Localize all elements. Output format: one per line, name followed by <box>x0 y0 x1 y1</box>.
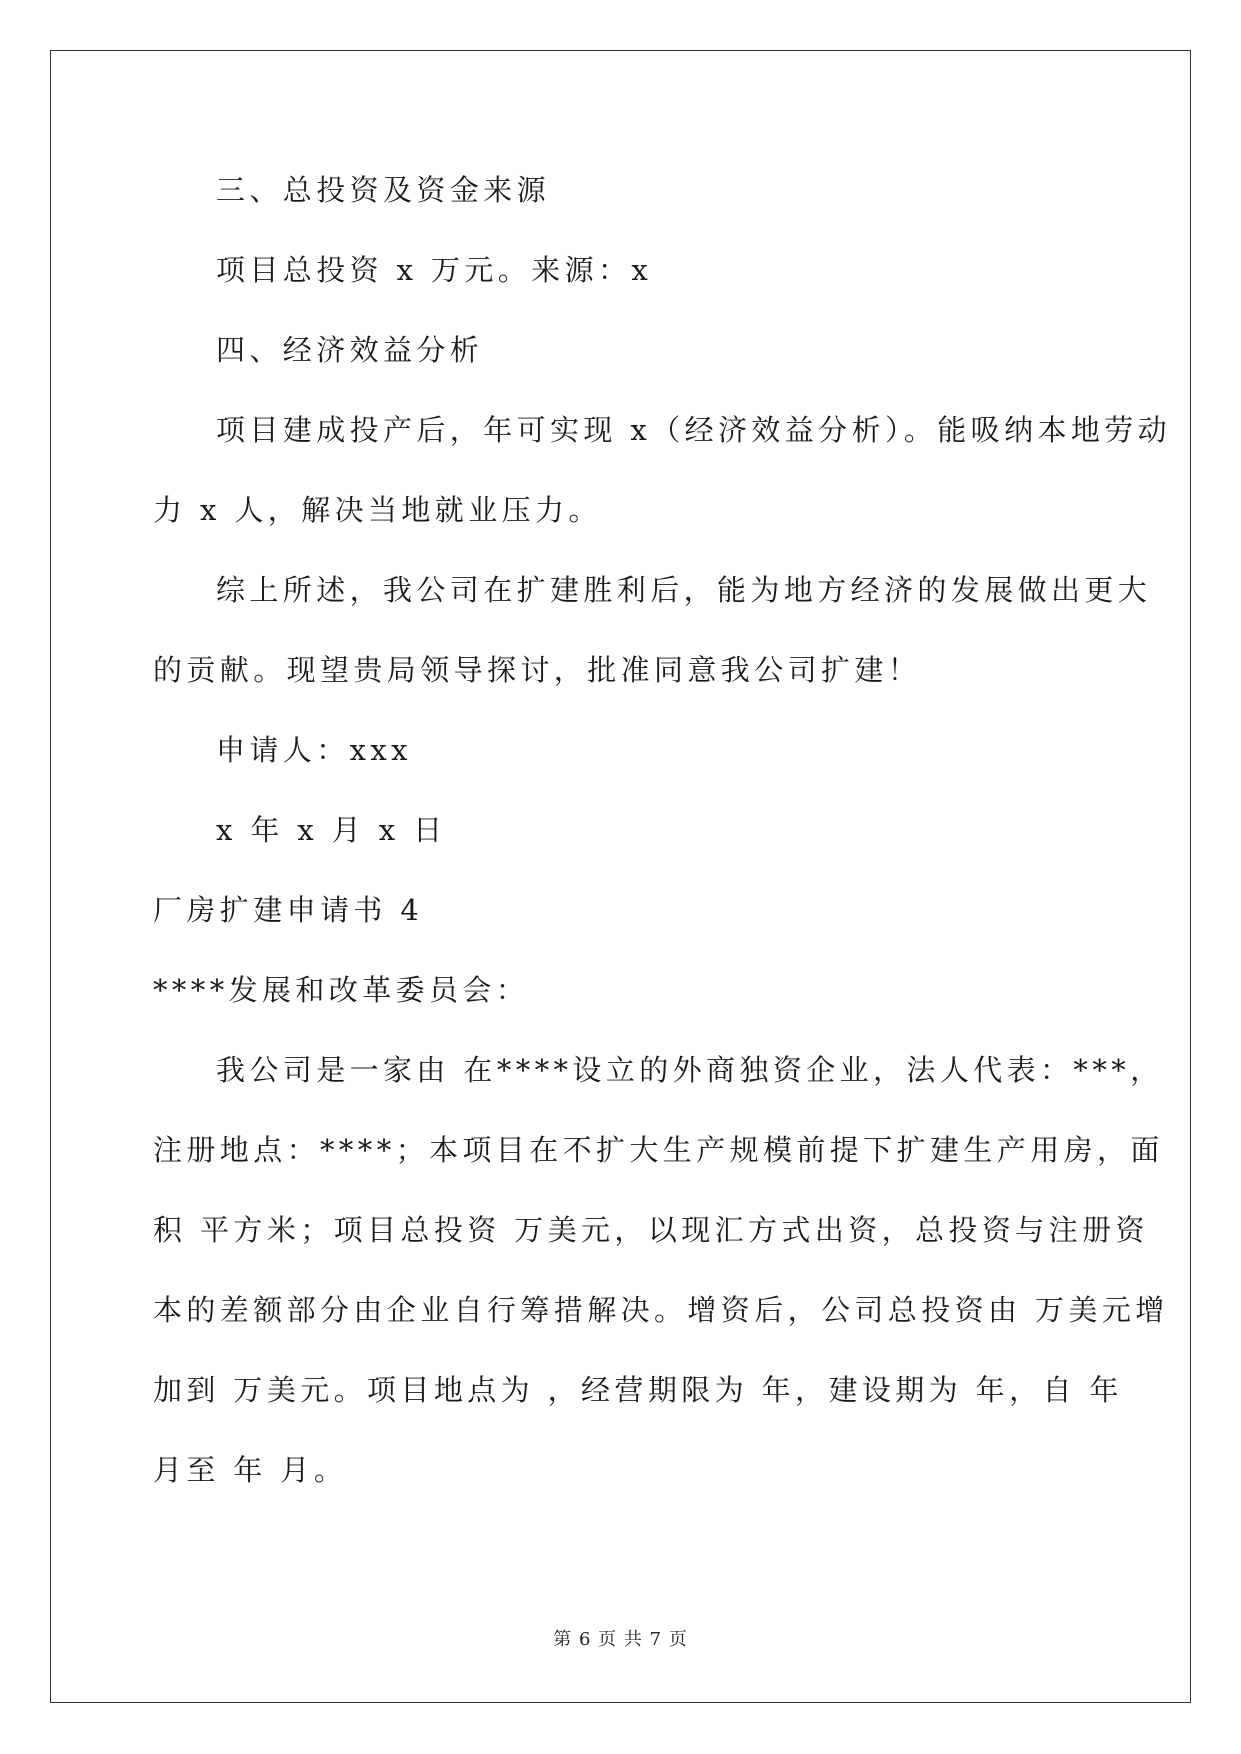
section-heading-investment: 三、总投资及资金来源 <box>216 173 551 207</box>
paragraph-line: 积 平方米；项目总投资 万美元，以现汇方式出资，总投资与注册资 <box>153 1213 1149 1247</box>
date-line: x 年 x 月 x 日 <box>216 813 447 847</box>
paragraph-line: 加到 万美元。项目地点为 ，经营期限为 年，建设期为 年，自 年 <box>153 1373 1123 1407</box>
paragraph-line: 项目总投资 x 万元。来源：x <box>216 253 653 287</box>
paragraph-line: 月至 年 月。 <box>153 1453 348 1487</box>
paragraph-line: 项目建成投产后，年可实现 x（经济效益分析）。能吸纳本地劳动 <box>216 413 1172 447</box>
applicant-line: 申请人：xxx <box>216 733 412 767</box>
paragraph-line: 综上所述，我公司在扩建胜利后，能为地方经济的发展做出更大 <box>216 573 1152 607</box>
paragraph-line: 注册地点：****；本项目在不扩大生产规模前提下扩建生产用房，面 <box>153 1133 1164 1167</box>
section-heading-benefit: 四、经济效益分析 <box>216 333 484 367</box>
recipient-line: ****发展和改革委员会： <box>153 973 530 1007</box>
paragraph-line: 的贡献。现望贵局领导探讨，批准同意我公司扩建！ <box>153 653 922 687</box>
page-number: 第 6 页 共 7 页 <box>553 1629 688 1650</box>
paragraph-line: 本的差额部分由企业自行筹措解决。增资后，公司总投资由 万美元增 <box>153 1293 1169 1327</box>
document-title: 厂房扩建申请书 4 <box>153 893 424 927</box>
paragraph-line: 我公司是一家由 在****设立的外商独资企业，法人代表：***， <box>216 1053 1164 1087</box>
paragraph-line: 力 x 人，解决当地就业压力。 <box>153 493 602 527</box>
